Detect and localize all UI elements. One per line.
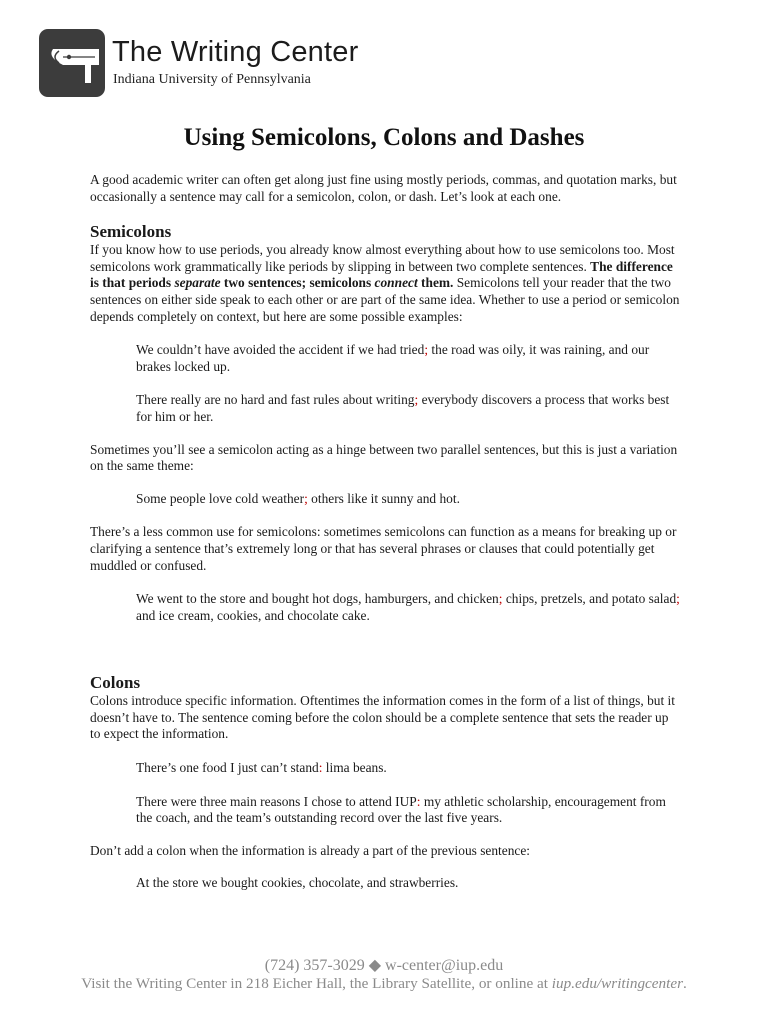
connect-emphasis: connect: [374, 275, 418, 291]
separate-emphasis: separate: [174, 275, 221, 291]
example-text: my athletic scholarship, encouragement from the coach, and the team’s outstanding record over the last five years.: [136, 793, 666, 826]
example-text: and ice cream, cookies, and chocolate cake.: [136, 607, 370, 623]
key-sentence-part-b: two sentences; semicolons: [220, 275, 375, 291]
example-text: There really are no hard and fast rules about writing: [136, 392, 415, 408]
example-text: There were three main reasons I chose to attend IUP: [136, 793, 417, 809]
semicolon-mark: ;: [498, 591, 503, 607]
colons-paragraph-2: Don’t add a colon when the information is already a part of the previous sentence:: [90, 842, 531, 858]
footer-visit-text: Visit the Writing Center in 218 Eicher Hall, the Library Satellite, or online at: [81, 975, 552, 992]
brand-title: The Writing Center: [112, 36, 359, 68]
example-text: We went to the store and bought hot dogs, hamburgers, and chicken: [136, 591, 499, 607]
semicolon-example-2: [90, 392, 682, 425]
writing-center-link[interactable]: iup.edu/writingcenter: [551, 975, 683, 992]
intro-paragraph: A good academic writer can often get along just fine using mostly periods, commas, and quotation marks, but occasionally a sentence may call for a semicolon, colon, or dash. Let’s look at each one.: [90, 172, 677, 204]
semicolons-paragraph-3: There’s a less common use for semicolons: sometimes semicolons can function as a means for breaking up or clarifying a sentence that’s extremely long or that has several phrases or clauses that could potentially get muddled or confused.: [90, 524, 677, 573]
example-text: others like it sunny and hot.: [307, 490, 460, 506]
colons-heading: Colons: [90, 673, 141, 693]
semicolons-paragraph-1: [90, 242, 682, 325]
semicolons-heading: Semicolons: [90, 222, 172, 242]
semicolon-mark: ;: [304, 490, 308, 506]
colon-example-2: [90, 794, 682, 827]
example-text: Some people love cold weather: [136, 490, 305, 506]
footer-period: .: [682, 975, 687, 992]
fountain-pen-nib-icon: [39, 29, 105, 97]
semicolons-p1-text-a: If you know how to use periods, you already know almost everything about how to use semicolons too. Most semicolons work grammatically like periods by slipping in between two complete sentences.: [90, 242, 675, 274]
semicolon-example-1: [90, 342, 682, 375]
example-text: the road was oily, it was raining, and our brakes locked up.: [136, 342, 650, 374]
semicolon-mark: ;: [414, 392, 419, 408]
example-text: everybody discovers a process that works best for him or her.: [136, 392, 670, 424]
semicolons-paragraph-2: Sometimes you’ll see a semicolon acting as a hinge between two parallel sentences, but this is just a variation on the same theme:: [90, 441, 678, 474]
colon-example-3: At the store we bought cookies, chocolate, and strawberries.: [136, 875, 459, 891]
example-text: There’s one food I just can’t stand: [136, 760, 319, 776]
semicolon-example-3: [90, 491, 682, 508]
colon-mark: :: [318, 760, 323, 776]
semicolons-p1-text-b: Semicolons tell your reader that the two sentences on either side speak to each other or are part of the same idea. Whether to use a period or semicolon depends completely on context, but here are some possible examples:: [90, 275, 680, 324]
example-text: chips, pretzels, and potato salad: [502, 591, 677, 607]
document-body: [90, 172, 682, 892]
example-text: lima beans.: [322, 760, 387, 776]
semicolon-mark: ;: [676, 591, 680, 607]
key-sentence-part-c: them.: [417, 275, 454, 291]
example-text: We couldn’t have avoided the accident if we had tried: [136, 342, 425, 358]
footer-visit: [0, 975, 768, 993]
colon-example-1: [90, 760, 682, 777]
colons-paragraph-1: Colons introduce specific information. Oftentimes the information comes in the form of a list of things, but it doesn’t have to. The sentence coming before the colon should be a complete sentence that sets the reader up to expect the information.: [90, 693, 675, 742]
footer-contact: (724) 357-3029 ◆ w-center@iup.edu: [264, 957, 504, 974]
writing-center-logo: [39, 29, 105, 97]
semicolon-mark: ;: [424, 342, 429, 358]
colon-mark: :: [416, 793, 421, 809]
brand-subtitle: Indiana University of Pennsylvania: [113, 72, 311, 87]
key-sentence-part-a: The difference is that periods: [90, 258, 673, 291]
semicolon-example-4: [90, 591, 682, 624]
document-title: Using Semicolons, Colons and Dashes: [183, 124, 585, 151]
